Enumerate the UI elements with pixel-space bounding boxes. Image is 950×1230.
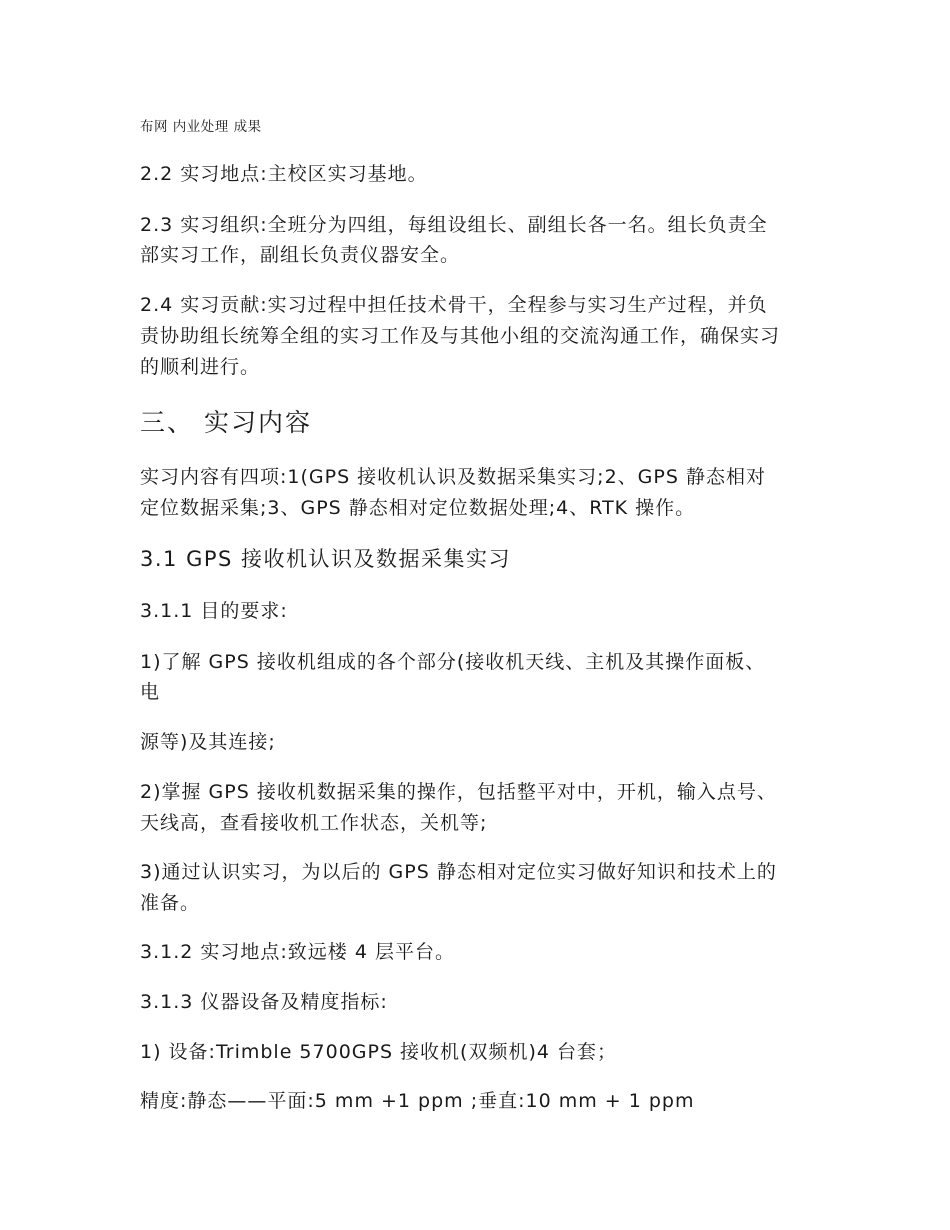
subsection-heading-3-1: 3.1 GPS 接收机认识及数据采集实习: [140, 547, 512, 571]
requirement-3-line-1: 3)通过认识实习，为以后的 GPS 静态相对定位实习做好知识和技术上的: [140, 861, 777, 883]
precision-line: 精度:静态——平面:5 mm +1 ppm ;垂直:10 mm + 1 ppm: [140, 1090, 695, 1112]
section-3-intro-line-2: 定位数据采集;3、GPS 静态相对定位数据处理;4、RTK 操作。: [140, 497, 696, 519]
equipment-line: 1) 设备:Trimble 5700GPS 接收机(双频机)4 台套；: [140, 1041, 618, 1063]
section-3-intro-line-1: 实习内容有四项:1(GPS 接收机认识及数据采集实习;2、GPS 静态相对: [140, 466, 766, 488]
requirement-2-line-2: 天线高，查看接收机工作状态，关机等;: [140, 812, 488, 834]
requirement-2-line-1: 2)掌握 GPS 接收机数据采集的操作，包括整平对中，开机，输入点号、: [140, 781, 777, 803]
requirement-1-line-1: 1)了解 GPS 接收机组成的各个部分(接收机天线、主机及其操作面板、: [140, 651, 766, 673]
paragraph-2-2: 2.2 实习地点:主校区实习基地。: [140, 163, 428, 185]
item-3-1-2: 3.1.2 实习地点:致远楼 4 层平台。: [140, 941, 455, 963]
paragraph-2-4-line-2: 责协助组长统筹全组的实习工作及与其他小组的交流沟通工作，确保实习: [140, 325, 781, 347]
requirement-1-line-2: 电: [140, 681, 161, 703]
requirement-1-line-3: 源等)及其连接;: [140, 731, 276, 753]
item-3-1-1: 3.1.1 目的要求:: [140, 600, 288, 622]
item-3-1-3: 3.1.3 仪器设备及精度指标:: [140, 991, 388, 1013]
paragraph-2-3-line-1: 2.3 实习组织:全班分为四组，每组设组长、副组长各一名。组长负责全: [140, 214, 768, 236]
requirement-3-line-2: 准备。: [140, 892, 201, 914]
paragraph-2-3-line-2: 部实习工作，副组长负责仪器安全。: [140, 244, 461, 266]
text-line-fragment: 布网 内业处理 成果: [140, 119, 262, 135]
paragraph-2-4-line-3: 的顺利进行。: [140, 356, 261, 378]
section-heading-3: 三、 实习内容: [140, 408, 312, 437]
paragraph-2-4-line-1: 2.4 实习贡献:实习过程中担任技术骨干，全程参与实习生产过程，并负: [140, 294, 768, 316]
